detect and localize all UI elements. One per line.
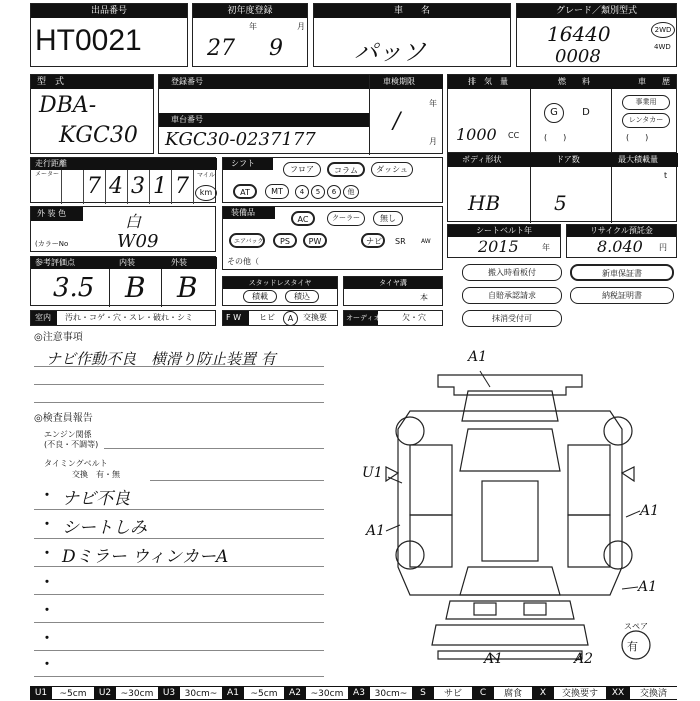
legend-key-a1: A1 xyxy=(222,686,244,700)
model-box xyxy=(30,74,154,154)
capacity-unit: t xyxy=(664,171,668,180)
car-name-label: 車 名 xyxy=(314,4,510,18)
rear-window xyxy=(460,567,560,595)
recycle-unit: 円 xyxy=(659,243,667,252)
mileage-label: 走行距離 xyxy=(35,159,67,168)
model-line1: DBA- xyxy=(39,93,97,118)
timing-belt-options: 交換 有・無 xyxy=(72,470,120,479)
grade-line1: 16440 xyxy=(547,22,611,46)
fw-box xyxy=(222,310,338,326)
mileage-box xyxy=(30,157,216,203)
seatbelt-box xyxy=(447,224,561,258)
inspection-value: / xyxy=(393,109,401,134)
pointer-right-a1 xyxy=(626,511,640,517)
unit-mile: マイル xyxy=(197,172,215,179)
color-no: W09 xyxy=(117,231,159,252)
bullet-7: ・ xyxy=(40,657,54,673)
mark-left-u1: U1 xyxy=(362,465,383,481)
equip-aw: AW xyxy=(421,238,431,245)
category-label: 車 歴 xyxy=(638,77,670,86)
interior-condition-items: 汚れ・コゲ・穴・スレ・破れ・シミ xyxy=(65,313,193,322)
grades-box xyxy=(30,256,216,306)
right-rear-door xyxy=(568,515,610,567)
inspector-label: ◎検査員報告 xyxy=(34,413,93,424)
category-business: 事業用 xyxy=(622,95,670,110)
rear-bumper xyxy=(432,625,588,645)
mark-rear-a1: A1 xyxy=(484,651,504,667)
legend-key-u1: U1 xyxy=(30,686,52,700)
mark-rear-a2: A2 xyxy=(574,651,594,667)
studless-box xyxy=(222,276,338,306)
doors-value: 5 xyxy=(554,191,567,215)
first-registration-label: 初年度登録 xyxy=(193,4,307,18)
equip-navi: ナビ xyxy=(361,233,385,248)
fw-exchange: 交換要 xyxy=(303,313,327,322)
grade-line2: 0008 xyxy=(555,46,601,67)
mark-left-a1: A1 xyxy=(366,523,386,539)
chassis-number: KGC30-0237177 xyxy=(165,129,316,150)
inspection-year-unit: 年 xyxy=(429,99,437,108)
engine-related-label: エンジン関係 xyxy=(44,430,92,439)
equip-ac: AC xyxy=(291,211,315,226)
inspection-label: 車検期限 xyxy=(383,77,415,86)
equip-ps: PS xyxy=(273,233,297,248)
shift-at: AT xyxy=(233,184,257,199)
doors-label: ドア数 xyxy=(556,155,580,164)
inspector-item-3: Dミラー ウィンカーA xyxy=(62,547,229,567)
mirror-right xyxy=(622,467,634,481)
lot-number: HT0021 xyxy=(35,24,142,57)
timing-belt-label: タイミングベルト xyxy=(44,459,108,468)
bullet-6: ・ xyxy=(40,631,54,647)
equipment-label: 装備品 xyxy=(231,208,255,217)
doc-warranty: 新車保証書 xyxy=(570,264,674,281)
chassis-label: 車台番号 xyxy=(171,115,203,124)
legend-key-s: S xyxy=(412,686,434,700)
gear-4: 4 xyxy=(295,185,309,199)
bullet-3: ・ xyxy=(40,546,54,562)
spare-value: 有 xyxy=(627,640,638,653)
drive-4wd: 4WD xyxy=(654,43,671,51)
recycle-label: リサイクル預託金 xyxy=(567,225,676,237)
equip-sr: SR xyxy=(395,237,406,246)
meter-label: メーター xyxy=(35,171,60,178)
equip-airbag: エアバッグ xyxy=(229,233,265,248)
mileage-digit-4: 1 xyxy=(153,174,167,199)
pointer-u1 xyxy=(388,477,402,483)
reg-label: 登録番号 xyxy=(171,77,203,86)
shift-floor: フロア xyxy=(283,162,321,177)
studless-option2: 積込 xyxy=(285,290,319,303)
wheel-rear-right xyxy=(604,541,632,569)
equip-other: その他（ xyxy=(227,257,259,266)
rear-section xyxy=(446,601,574,619)
legend-key-x: X xyxy=(532,686,554,700)
right-front-door xyxy=(568,445,610,515)
back-bumper-lower xyxy=(438,651,582,659)
legend-val-a2: ~30cm xyxy=(306,686,348,700)
legend-val-u2: ~30cm xyxy=(116,686,158,700)
fw-label: F W xyxy=(226,313,242,322)
doc-insurance: 自賠承認請求 xyxy=(462,287,562,304)
notes-label: ◎注意事項 xyxy=(34,332,83,343)
tire-unit: 本 xyxy=(420,293,428,302)
doc-deregistration: 抹消受付可 xyxy=(462,310,562,327)
bullet-2: ・ xyxy=(40,517,54,533)
legend-val-a1: ~5cm xyxy=(244,686,284,700)
car-name: パッソ xyxy=(354,38,426,66)
tire-label: タイヤ溝 xyxy=(344,277,442,289)
year-unit: 年 xyxy=(249,22,257,31)
engine-box xyxy=(447,74,677,154)
bullet-4: ・ xyxy=(40,575,54,591)
wheel-front-right xyxy=(604,417,632,445)
seatbelt-label: シートベルト年 xyxy=(448,225,560,237)
mileage-digit-5: 7 xyxy=(175,174,189,199)
interior-grade: B xyxy=(125,271,146,304)
recycle-box xyxy=(566,224,677,258)
category-other: ( ) xyxy=(626,133,649,142)
drive-2wd: 2WD xyxy=(651,22,675,38)
pointer-front xyxy=(480,371,490,387)
gear-other: 他 xyxy=(343,185,359,199)
interior-condition-box xyxy=(30,310,216,326)
mark-rear-right-a1: A1 xyxy=(638,579,658,595)
body-type-label: ボディ形状 xyxy=(462,155,502,164)
first-reg-month: 9 xyxy=(269,36,283,61)
color-label: 外 装 色 xyxy=(37,209,67,218)
fw-items: ヒビ xyxy=(259,313,275,322)
body-type-value: HB xyxy=(468,191,501,215)
seatbelt-value: 2015 xyxy=(478,237,519,256)
inspection-month-unit: 月 xyxy=(429,137,437,146)
lot-number-label: 出品番号 xyxy=(31,4,187,18)
first-registration-box xyxy=(192,3,308,67)
exterior-grade-label: 外装 xyxy=(171,258,187,267)
equipment-box xyxy=(222,206,443,270)
car-damage-diagram xyxy=(340,335,680,683)
body-box xyxy=(447,152,677,222)
legend-val-c: 腐食 xyxy=(494,686,532,700)
mileage-digit-1: 7 xyxy=(87,174,101,199)
color-value: 白 xyxy=(125,212,142,231)
left-rear-door xyxy=(410,515,452,567)
shift-dash: ダッシュ xyxy=(371,162,413,177)
mark-front-a1: A1 xyxy=(468,349,488,365)
model-line2: KGC30 xyxy=(59,123,138,148)
legend-val-a3: 30cm~ xyxy=(370,686,412,700)
grade-box xyxy=(516,3,677,67)
legend-val-u1: ~5cm xyxy=(52,686,94,700)
seatbelt-unit: 年 xyxy=(542,243,550,252)
fuel-other: ( ) xyxy=(544,133,567,142)
model-label: 型 式 xyxy=(31,75,153,89)
capacity-label: 最大積載量 xyxy=(618,155,658,164)
shift-mt: MT xyxy=(265,184,289,199)
displacement-label: 排 気 量 xyxy=(468,77,508,86)
exterior-grade: B xyxy=(177,271,198,304)
category-rental: レンタカー xyxy=(622,113,670,128)
pointer-rear-right-a1 xyxy=(622,587,638,589)
left-front-door xyxy=(410,445,452,515)
mark-right-a1: A1 xyxy=(640,503,660,519)
doc-signboard: 搬入時看板付 xyxy=(462,264,562,281)
legend-key-xx: XX xyxy=(606,686,630,700)
legend-val-s: サビ xyxy=(434,686,472,700)
doc-tax: 納税証明書 xyxy=(570,287,674,304)
inspector-item-1: ナビ不良 xyxy=(62,489,130,509)
fuel-label: 燃 料 xyxy=(558,77,590,86)
score-label: 参考評価点 xyxy=(35,258,75,267)
audio-box xyxy=(343,310,443,326)
legend-key-a3: A3 xyxy=(348,686,370,700)
gear-5: 5 xyxy=(311,185,325,199)
audio-label: オーディオ xyxy=(346,314,381,322)
bullet-5: ・ xyxy=(40,603,54,619)
equip-cooler: クーラー xyxy=(327,211,365,226)
legend-key-a2: A2 xyxy=(284,686,306,700)
fuel-g: G xyxy=(544,103,564,123)
spare-label: スペア xyxy=(624,622,648,631)
gear-6: 6 xyxy=(327,185,341,199)
displacement-value: 1000 xyxy=(456,125,497,144)
month-unit: 月 xyxy=(297,22,305,31)
studless-label: スタッドレスタイヤ xyxy=(223,277,337,289)
studless-option1: 積載 xyxy=(243,290,277,303)
fw-a: A xyxy=(283,311,298,326)
legend-key-c: C xyxy=(472,686,494,700)
legend-val-x: 交換要す xyxy=(554,686,606,700)
color-box xyxy=(30,206,216,252)
shift-column: コラム xyxy=(327,162,365,177)
notes-text: ナビ作動不良 横滑り防止装置 有 xyxy=(46,350,276,368)
bullet-1: ・ xyxy=(40,488,54,504)
registration-box xyxy=(158,74,443,154)
audio-items: 欠・穴 xyxy=(402,313,426,322)
rear-light-left xyxy=(474,603,496,615)
legend-key-u3: U3 xyxy=(158,686,180,700)
equip-pw: PW xyxy=(303,233,327,248)
fuel-d: D xyxy=(576,103,596,123)
interior-grade-label: 内装 xyxy=(119,258,135,267)
legend-key-u2: U2 xyxy=(94,686,116,700)
car-name-box xyxy=(313,3,511,67)
legend-val-u3: 30cm~ xyxy=(180,686,222,700)
mileage-digit-2: 4 xyxy=(109,174,123,199)
first-reg-year: 27 xyxy=(207,36,235,61)
shift-label: シフト xyxy=(231,159,255,168)
displacement-unit: CC xyxy=(508,131,520,140)
legend-val-xx: 交換済 xyxy=(630,686,677,700)
equip-none: 無し xyxy=(373,211,403,226)
tire-box xyxy=(343,276,443,306)
interior-condition-label: 室内 xyxy=(35,313,51,322)
mileage-digit-3: 3 xyxy=(131,174,145,199)
unit-km: km xyxy=(195,185,217,201)
color-no-label: (カラーNo xyxy=(35,240,69,248)
recycle-value: 8.040 xyxy=(597,237,643,256)
rear-light-right xyxy=(524,603,546,615)
roof xyxy=(482,481,538,561)
wheel-front-left xyxy=(396,417,424,445)
shift-box xyxy=(222,157,443,203)
front-bumper xyxy=(438,375,582,395)
inspector-item-2: シートしみ xyxy=(62,518,147,538)
engine-related-sub: (不良・不調等) xyxy=(44,440,99,449)
score-value: 3.5 xyxy=(53,273,95,303)
grade-label: グレード／類別型式 xyxy=(517,4,676,18)
windshield xyxy=(460,429,560,471)
lot-number-box xyxy=(30,3,188,67)
